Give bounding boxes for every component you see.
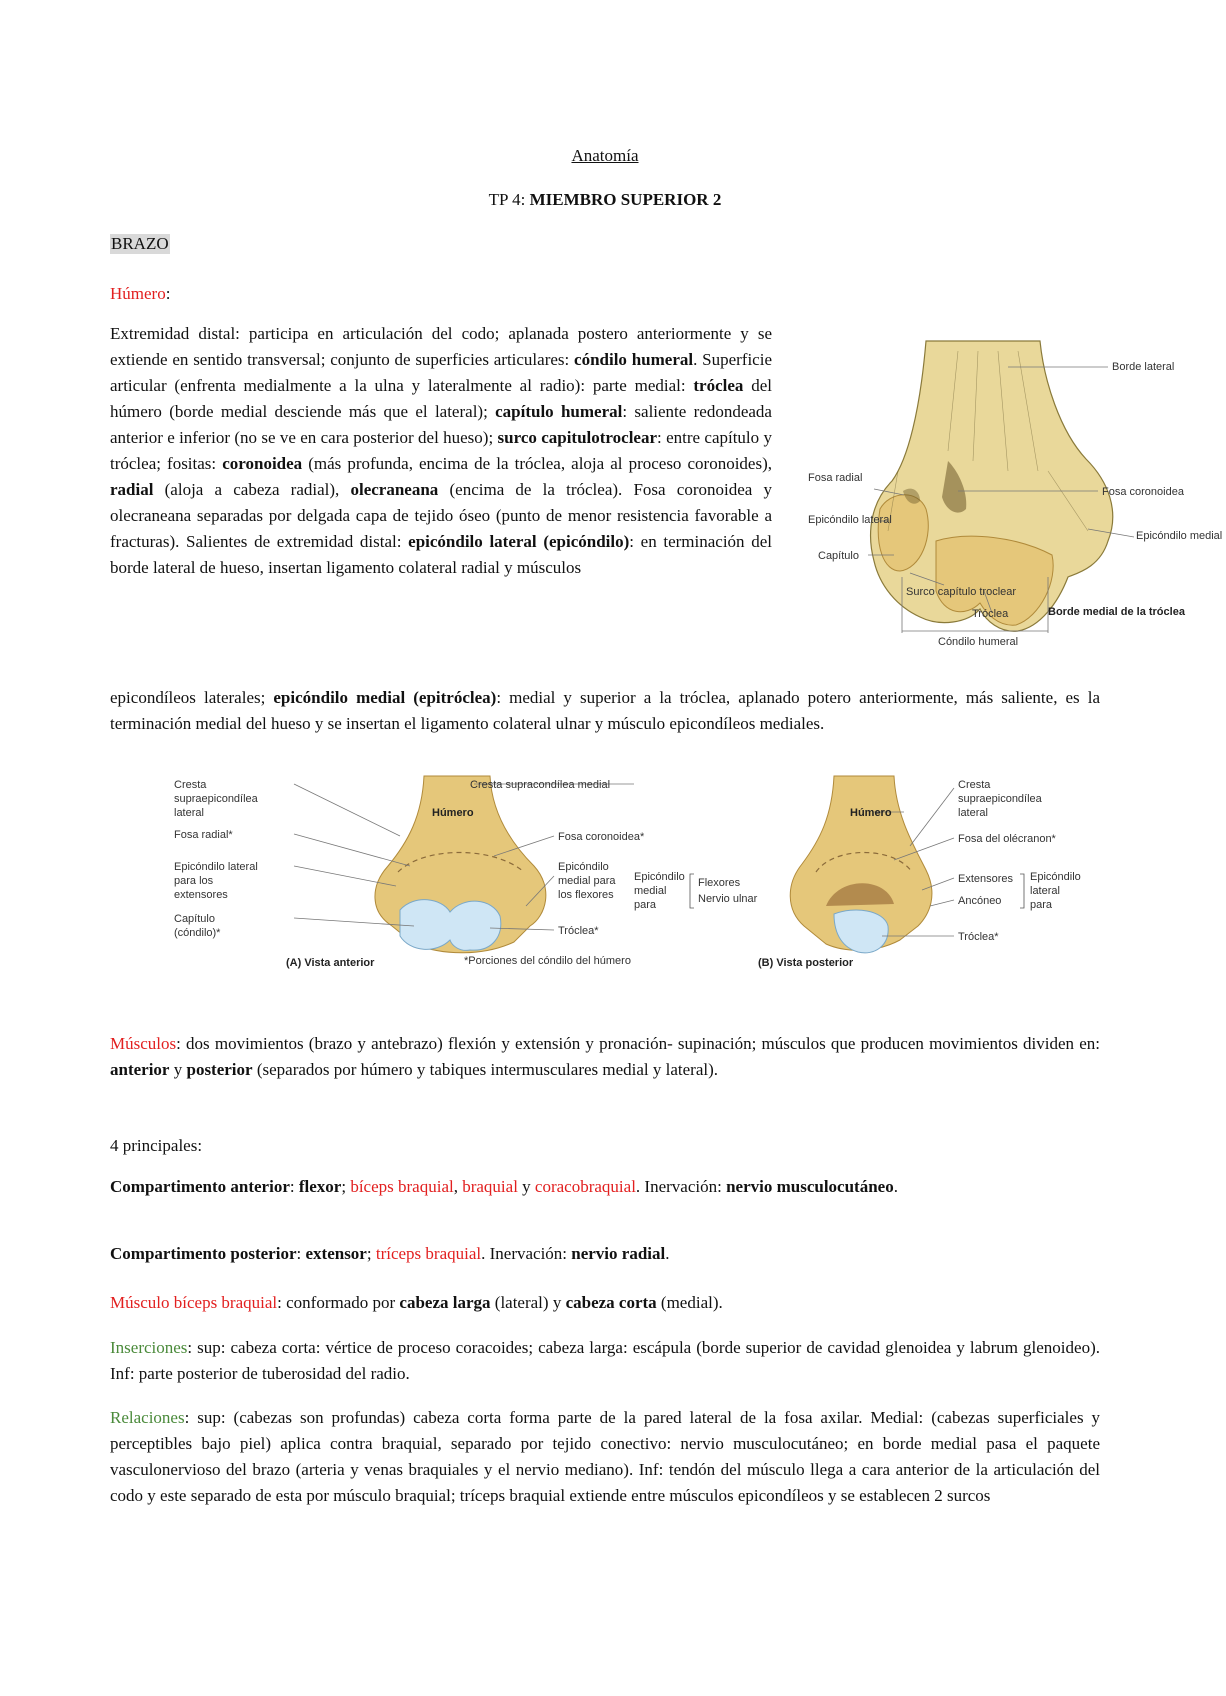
label-mid-epic-2: medial [634,885,667,897]
document-title: Anatomía [571,146,639,165]
label-fosa-coronoidea: Fosa coronoidea [1102,486,1184,498]
inserciones-paragraph: Inserciones: sup: cabeza corta: vértice de proceso coracoides; cabeza larga: escápula (borde superior de cavidad glenoidea y labrum glenoideo). Inf: parte posterior de tuberosidad del radio. [110,1338,1100,1383]
label-fosa-radial: Fosa radial [808,472,863,484]
label-r-epic-3: para [1030,899,1053,911]
relaciones-paragraph: Relaciones: sup: (cabezas son profundas) cabeza corta forma parte de la pared lateral de la fosa axilar. Medial: (cabezas superficiales y perceptibles bajo piel) aplica contra braquial, separado por tejido conectivo: nervio musculocutáneo; en borde medial pasa el paquete vasculonervioso del brazo (arteria y venas braquiales y el nervio mediano). Inf: tendón del músculo llega a cara anterior de la articulación del codo y este separado de esta por músculo braquial; tríceps braquial extiende entre músculos epicondíleos y se establecen 2 surcos [110,1408,1100,1505]
caption-anterior: (A) Vista anterior [286,957,375,969]
label-r-cresta-3: lateral [958,807,988,819]
label-cresta-lat-2: supraepicondílea [174,793,258,805]
label-mid-epic-3: para [634,899,657,911]
label-r-epic-1: Epicóndilo [1030,871,1081,883]
elbow-views-figure [174,776,1081,1018]
caption-note: *Porciones del cóndilo del húmero [464,955,631,967]
label-epicondilo-lateral: Epicóndilo lateral [808,514,892,526]
caption-posterior: (B) Vista posterior [758,957,854,969]
label-r-epic-2: lateral [1030,885,1060,897]
humero-colon: : [165,284,171,303]
humerus-distal-figure [808,341,1226,671]
label-epic-lat-2: para los [174,875,214,887]
label-humero-anterior: Húmero [432,807,474,819]
section-heading: BRAZO [111,234,169,253]
label-mid-nervio-ulnar: Nervio ulnar [698,893,758,905]
label-capitulo-1: Capítulo [174,913,215,925]
label-borde-medial-troclea: Borde medial de la tróclea [1048,606,1185,618]
subtitle-bold: MIEMBRO SUPERIOR 2 [529,190,722,209]
label-cresta-lat-1: Cresta [174,779,207,791]
document-subtitle [110,190,1100,210]
principales-line: 4 principales: [110,1136,203,1155]
humero-paragraph: Extremidad distal: participa en articulación del codo; aplanada postero anteriormente y se extiende en sentido transversal; conjunto de superficies articulares: cóndilo humeral. Superficie articular (enfrenta medialmente a la ulna y lateralmente al radio): parte medial: tróclea del húmero (borde medial desciende más que el lateral); capítulo humeral: saliente redondeada anterior e inferior (no se ve en cara posterior del hueso); surco capitulotroclear: entre capítulo y tróclea; fositas: coronoidea (más profunda, encima de la tróclea, aloja al proceso coronoides), radial (aloja a cabeza radial), olecraneana (encima de la tróclea). Fosa coronoidea y olecraneana separadas por delgada capa de tejido óseo (punto de menor resistencia favorable a fracturas). Salientes de extremidad distal: epicóndilo lateral (epicóndilo): en terminación del borde lateral de hueso, insertan ligamento colateral radial y músculos [110,324,772,577]
label-r-cresta-2: supraepicondílea [958,793,1042,805]
label-epic-lat-1: Epicóndilo lateral [174,861,258,873]
humero-heading [110,281,170,307]
label-surco: Surco capítulo troclear [906,586,1017,598]
label-troclea-posterior: Tróclea* [958,931,999,943]
label-humero-posterior: Húmero [850,807,892,819]
document-page [110,0,1223,1696]
label-borde-lateral: Borde lateral [1112,361,1175,373]
label-epic-med-1: Epicóndilo [558,861,609,873]
label-mid-flexores: Flexores [698,877,741,889]
compartimento-posterior: Compartimento posterior: extensor; tríceps braquial. Inervación: nervio radial. [110,1244,670,1263]
humero-paragraph-continued: epicondíleos laterales; epicóndilo medial (epitróclea): medial y superior a la tróclea, aplanado potero anteriormente, más saliente, es la terminación medial del hueso y se insertan el ligamento colateral ulnar y músculo epicondíleos mediales. [110,688,1100,733]
musculos-paragraph: Músculos: dos movimientos (brazo y antebrazo) flexión y extensión y pronación- supinación; músculos que producen movimientos dividen en: anterior y posterior (separados por húmero y tabiques intermusculares medial y lateral). [110,1034,1100,1079]
subtitle-prefix: TP 4: [488,190,530,209]
label-anconeo: Ancóneo [958,895,1002,907]
label-mid-epic-1: Epicóndilo [634,871,685,883]
label-capitulo-2: (cóndilo)* [174,927,221,939]
label-epic-med-3: los flexores [558,889,614,901]
compartimento-anterior: Compartimento anterior: flexor; bíceps braquial, braquial y coracobraquial. Inervación: nervio musculocutáneo. [110,1177,898,1196]
label-epicondilo-medial: Epicóndilo medial [1136,530,1223,542]
label-cresta-lat-3: lateral [174,807,204,819]
label-cresta-med: Cresta supracondílea medial [470,779,611,791]
label-capitulo: Capítulo [818,550,859,562]
label-epic-lat-3: extensores [174,889,228,901]
biceps-paragraph: Músculo bíceps braquial: conformado por cabeza larga (lateral) y cabeza corta (medial). [110,1293,723,1312]
label-fosa-coron: Fosa coronoidea* [558,831,645,843]
label-condilo-humeral: Cóndilo humeral [938,636,1019,648]
label-troclea-anterior: Tróclea* [558,925,599,937]
label-fosa-olecranon: Fosa del olécranon* [958,833,1056,845]
humero-label: Húmero [110,284,166,303]
label-r-cresta-1: Cresta [958,779,991,791]
label-extensores: Extensores [958,873,1014,885]
label-troclea: Tróclea [972,608,1009,620]
label-fosa-radial-2: Fosa radial* [174,829,233,841]
label-epic-med-2: medial para [558,875,616,887]
